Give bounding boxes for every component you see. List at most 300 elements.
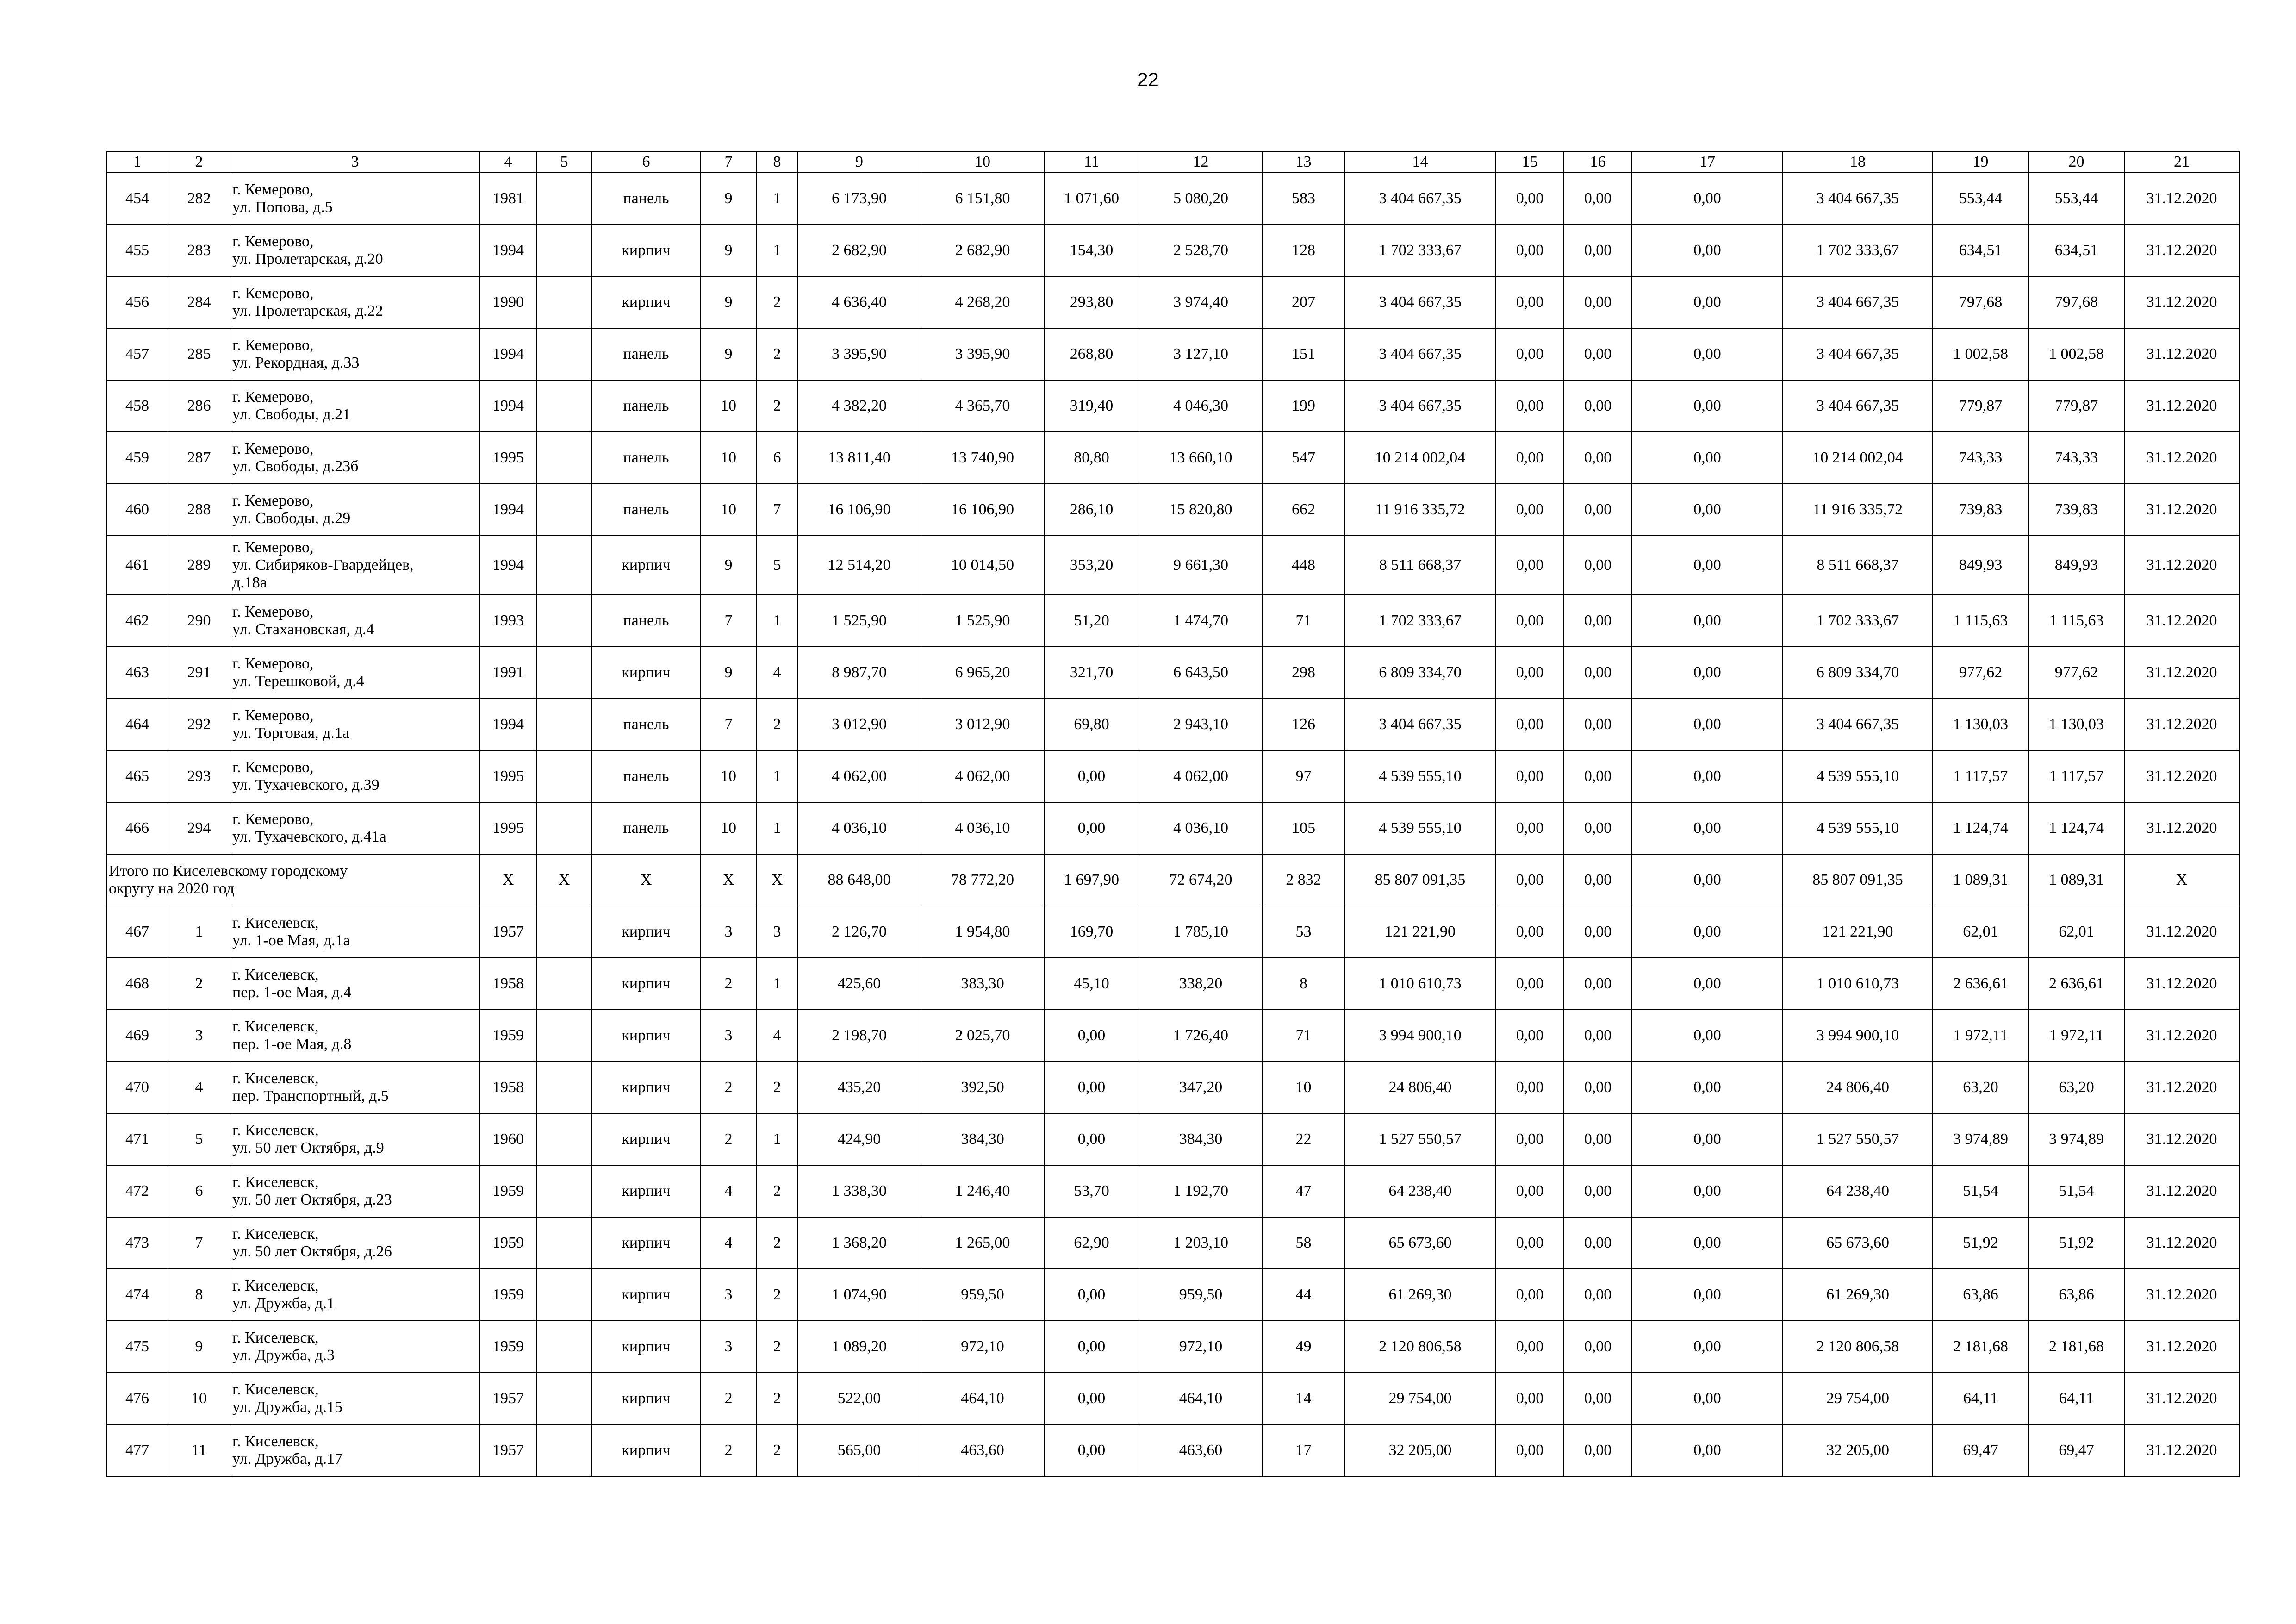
area-nonresidential: 321,70: [1044, 647, 1139, 699]
table-row: [106, 380, 2239, 432]
unit-cost: 977,62: [1933, 647, 2028, 699]
unit-cost: 63,20: [1933, 1062, 2028, 1113]
floors: 3: [700, 1269, 757, 1321]
unit-cost: 62,01: [1933, 906, 2028, 958]
address-line: ул. Свободы, д.29: [232, 510, 351, 527]
cost-other: 0,00: [1632, 225, 1783, 276]
address-line: ул. Свободы, д.21: [232, 406, 351, 423]
completion-date: 31.12.2020: [2124, 1424, 2239, 1476]
cost-budget: 0,00: [1564, 750, 1632, 802]
table-row: [106, 484, 2239, 536]
total-cost: 10 214 002,04: [1344, 432, 1496, 484]
row-number-in-municipality: 292: [168, 699, 230, 750]
year-built: 1957: [480, 1373, 536, 1424]
area-premises: 1 265,00: [921, 1217, 1044, 1269]
completion-date: 31.12.2020: [2124, 906, 2239, 958]
wall-material: кирпич: [592, 225, 700, 276]
unit-cost: 63,86: [1933, 1269, 2028, 1321]
unit-cost-limit: 977,62: [2028, 647, 2124, 699]
total-cost: 65 673,60: [1344, 1217, 1496, 1269]
row-number: 464: [106, 699, 168, 750]
address: [230, 647, 480, 699]
table-row: [106, 432, 2239, 484]
address-line: ул. Стахановская, д.4: [232, 621, 374, 638]
total-cost: 8 511 668,37: [1344, 536, 1496, 595]
address: [230, 1373, 480, 1424]
area-nonresidential: 169,70: [1044, 906, 1139, 958]
column-header-1: 1: [106, 151, 168, 173]
address-line: д.18а: [232, 574, 267, 591]
area-nonresidential: 293,80: [1044, 276, 1139, 328]
floors: 9: [700, 536, 757, 595]
wall-material: кирпич: [592, 276, 700, 328]
address-line: ул. Пролетарская, д.20: [232, 250, 383, 268]
entrances: X: [757, 854, 797, 906]
unit-cost-limit: 1 089,31: [2028, 854, 2124, 906]
total-area: 2 682,90: [797, 225, 921, 276]
row-number-in-municipality: 293: [168, 750, 230, 802]
address-line: ул. Свободы, д.23б: [232, 458, 359, 475]
year-built: 1995: [480, 432, 536, 484]
column-header-10: 10: [921, 151, 1044, 173]
floors: 9: [700, 276, 757, 328]
row-number: 466: [106, 802, 168, 854]
cost-budget: 0,00: [1564, 380, 1632, 432]
column-header-20: 20: [2028, 151, 2124, 173]
completion-date: 31.12.2020: [2124, 1062, 2239, 1113]
floors: 10: [700, 750, 757, 802]
area-premises: 2 025,70: [921, 1010, 1044, 1062]
cost-owners: 29 754,00: [1783, 1373, 1933, 1424]
residents: 151: [1263, 328, 1344, 380]
col-5: [536, 699, 592, 750]
unit-cost-limit: 51,54: [2028, 1165, 2124, 1217]
total-cost: 6 809 334,70: [1344, 647, 1496, 699]
area-premises: 10 014,50: [921, 536, 1044, 595]
total-area: 1 089,20: [797, 1321, 921, 1373]
unit-cost-limit: 2 181,68: [2028, 1321, 2124, 1373]
address-line: ул. 50 лет Октября, д.26: [232, 1243, 392, 1260]
area-premises: 3 012,90: [921, 699, 1044, 750]
unit-cost: 3 974,89: [1933, 1113, 2028, 1165]
completion-date: 31.12.2020: [2124, 595, 2239, 647]
total-label-line: Итого по Киселевскому городскому: [109, 862, 348, 880]
total-area: 1 368,20: [797, 1217, 921, 1269]
cost-budget: 0,00: [1564, 1113, 1632, 1165]
year-built: 1960: [480, 1113, 536, 1165]
cost-budget: 0,00: [1564, 1165, 1632, 1217]
address-line: пер. 1-ое Мая, д.8: [232, 1036, 352, 1053]
col-5: [536, 1165, 592, 1217]
total-cost: 3 404 667,35: [1344, 328, 1496, 380]
unit-cost-limit: 739,83: [2028, 484, 2124, 536]
unit-cost-limit: 1 115,63: [2028, 595, 2124, 647]
wall-material: панель: [592, 484, 700, 536]
area-residential: 1 785,10: [1139, 906, 1263, 958]
unit-cost: 1 115,63: [1933, 595, 2028, 647]
entrances: 2: [757, 1373, 797, 1424]
entrances: 2: [757, 699, 797, 750]
wall-material: кирпич: [592, 536, 700, 595]
entrances: 2: [757, 328, 797, 380]
entrances: 5: [757, 536, 797, 595]
floors: 10: [700, 802, 757, 854]
address-line: ул. Дружба, д.3: [232, 1347, 335, 1364]
unit-cost: 739,83: [1933, 484, 2028, 536]
row-number-in-municipality: 10: [168, 1373, 230, 1424]
wall-material: кирпич: [592, 1165, 700, 1217]
cost-budget: 0,00: [1564, 1217, 1632, 1269]
address-line: ул. Дружба, д.15: [232, 1399, 342, 1416]
column-header-7: 7: [700, 151, 757, 173]
wall-material: кирпич: [592, 1217, 700, 1269]
table-row: [106, 536, 2239, 595]
cost-owners: 6 809 334,70: [1783, 647, 1933, 699]
total-cost: 3 404 667,35: [1344, 173, 1496, 225]
row-number: 469: [106, 1010, 168, 1062]
row-number-in-municipality: 1: [168, 906, 230, 958]
cost-owners: 10 214 002,04: [1783, 432, 1933, 484]
col-5: [536, 906, 592, 958]
cost-other: 0,00: [1632, 536, 1783, 595]
col-5: [536, 173, 592, 225]
total-cost: 85 807 091,35: [1344, 854, 1496, 906]
cost-budget: 0,00: [1564, 432, 1632, 484]
entrances: 1: [757, 958, 797, 1010]
unit-cost: 64,11: [1933, 1373, 2028, 1424]
floors: 2: [700, 958, 757, 1010]
address-line: ул. Тухачевского, д.39: [232, 776, 380, 793]
row-number: 468: [106, 958, 168, 1010]
entrances: 1: [757, 595, 797, 647]
unit-cost: 849,93: [1933, 536, 2028, 595]
unit-cost: 1 124,74: [1933, 802, 2028, 854]
address-line: г. Киселевск,: [232, 1329, 319, 1346]
total-area: 424,90: [797, 1113, 921, 1165]
col-5: [536, 802, 592, 854]
total-cost: 121 221,90: [1344, 906, 1496, 958]
table-row: [106, 1010, 2239, 1062]
unit-cost-limit: 1 124,74: [2028, 802, 2124, 854]
column-header-3: 3: [230, 151, 480, 173]
unit-cost: 2 181,68: [1933, 1321, 2028, 1373]
cost-fund: 0,00: [1496, 802, 1564, 854]
unit-cost: 553,44: [1933, 173, 2028, 225]
cost-other: 0,00: [1632, 1113, 1783, 1165]
total-area: 1 074,90: [797, 1269, 921, 1321]
col-5: [536, 484, 592, 536]
floors: 2: [700, 1113, 757, 1165]
floors: 10: [700, 432, 757, 484]
cost-owners: 3 994 900,10: [1783, 1010, 1933, 1062]
residents: 298: [1263, 647, 1344, 699]
area-nonresidential: 80,80: [1044, 432, 1139, 484]
col-5: [536, 1217, 592, 1269]
address-line: г. Кемерово,: [232, 337, 314, 354]
wall-material: панель: [592, 328, 700, 380]
cost-other: 0,00: [1632, 802, 1783, 854]
floors: 7: [700, 699, 757, 750]
cost-fund: 0,00: [1496, 595, 1564, 647]
cost-other: 0,00: [1632, 595, 1783, 647]
column-header-19: 19: [1933, 151, 2028, 173]
column-header-15: 15: [1496, 151, 1564, 173]
total-area: 12 514,20: [797, 536, 921, 595]
address: [230, 1113, 480, 1165]
completion-date: 31.12.2020: [2124, 1113, 2239, 1165]
floors: 2: [700, 1062, 757, 1113]
col-5: [536, 1321, 592, 1373]
cost-fund: 0,00: [1496, 432, 1564, 484]
row-number-in-municipality: 285: [168, 328, 230, 380]
cost-other: 0,00: [1632, 958, 1783, 1010]
row-number: 456: [106, 276, 168, 328]
cost-other: 0,00: [1632, 1373, 1783, 1424]
row-number-in-municipality: 3: [168, 1010, 230, 1062]
entrances: 2: [757, 1165, 797, 1217]
table-row: [106, 1165, 2239, 1217]
unit-cost: 779,87: [1933, 380, 2028, 432]
residents: 71: [1263, 595, 1344, 647]
column-header-4: 4: [480, 151, 536, 173]
area-premises: 959,50: [921, 1269, 1044, 1321]
table-row: [106, 802, 2239, 854]
unit-cost-limit: 63,20: [2028, 1062, 2124, 1113]
address-line: ул. Попова, д.5: [232, 199, 333, 216]
wall-material: кирпич: [592, 1010, 700, 1062]
total-area: 435,20: [797, 1062, 921, 1113]
col-5: [536, 1424, 592, 1476]
cost-owners: 3 404 667,35: [1783, 380, 1933, 432]
row-number: 455: [106, 225, 168, 276]
address-line: ул. Сибиряков-Гвардейцев,: [232, 556, 414, 574]
address: [230, 750, 480, 802]
total-area: 4 382,20: [797, 380, 921, 432]
wall-material: кирпич: [592, 1062, 700, 1113]
area-residential: 1 726,40: [1139, 1010, 1263, 1062]
cost-owners: 3 404 667,35: [1783, 173, 1933, 225]
completion-date: 31.12.2020: [2124, 1321, 2239, 1373]
cost-owners: 2 120 806,58: [1783, 1321, 1933, 1373]
year-built: 1958: [480, 958, 536, 1010]
total-cost: 1 010 610,73: [1344, 958, 1496, 1010]
cost-fund: 0,00: [1496, 173, 1564, 225]
floors: 3: [700, 1321, 757, 1373]
area-premises: 1 954,80: [921, 906, 1044, 958]
total-area: 6 173,90: [797, 173, 921, 225]
floors: 9: [700, 173, 757, 225]
row-number: 465: [106, 750, 168, 802]
floors: 2: [700, 1373, 757, 1424]
area-nonresidential: 268,80: [1044, 328, 1139, 380]
area-residential: 1 203,10: [1139, 1217, 1263, 1269]
area-residential: 4 036,10: [1139, 802, 1263, 854]
area-residential: 5 080,20: [1139, 173, 1263, 225]
cost-budget: 0,00: [1564, 1424, 1632, 1476]
col-5: [536, 1373, 592, 1424]
area-residential: 72 674,20: [1139, 854, 1263, 906]
completion-date: 31.12.2020: [2124, 647, 2239, 699]
total-cost: 1 702 333,67: [1344, 595, 1496, 647]
entrances: 1: [757, 1113, 797, 1165]
row-number: 477: [106, 1424, 168, 1476]
unit-cost-limit: 1 002,58: [2028, 328, 2124, 380]
address-line: ул. Дружба, д.17: [232, 1450, 342, 1468]
cost-fund: 0,00: [1496, 906, 1564, 958]
address: [230, 484, 480, 536]
area-residential: 15 820,80: [1139, 484, 1263, 536]
year-built: 1957: [480, 1424, 536, 1476]
col-5: [536, 958, 592, 1010]
row-number: 476: [106, 1373, 168, 1424]
address-line: г. Киселевск,: [232, 1277, 319, 1294]
unit-cost: 743,33: [1933, 432, 2028, 484]
cost-owners: 32 205,00: [1783, 1424, 1933, 1476]
col-5: [536, 225, 592, 276]
col-5: [536, 536, 592, 595]
area-residential: 463,60: [1139, 1424, 1263, 1476]
completion-date: 31.12.2020: [2124, 1269, 2239, 1321]
year-built: 1991: [480, 647, 536, 699]
floors: 4: [700, 1165, 757, 1217]
area-residential: 13 660,10: [1139, 432, 1263, 484]
cost-budget: 0,00: [1564, 906, 1632, 958]
wall-material: кирпич: [592, 1113, 700, 1165]
unit-cost-limit: 797,68: [2028, 276, 2124, 328]
total-area: 4 036,10: [797, 802, 921, 854]
table-row: [106, 1113, 2239, 1165]
address-line: г. Киселевск,: [232, 1122, 319, 1139]
floors: 9: [700, 225, 757, 276]
address-line: ул. Терешковой, д.4: [232, 673, 364, 690]
unit-cost-limit: 849,93: [2028, 536, 2124, 595]
row-number: 470: [106, 1062, 168, 1113]
cost-other: 0,00: [1632, 276, 1783, 328]
area-nonresidential: 62,90: [1044, 1217, 1139, 1269]
residents: 10: [1263, 1062, 1344, 1113]
entrances: 2: [757, 1321, 797, 1373]
total-cost: 29 754,00: [1344, 1373, 1496, 1424]
address: [230, 1062, 480, 1113]
residents: 17: [1263, 1424, 1344, 1476]
col-5: [536, 1062, 592, 1113]
area-nonresidential: 1 071,60: [1044, 173, 1139, 225]
area-nonresidential: 154,30: [1044, 225, 1139, 276]
address-line: ул. Тухачевского, д.41а: [232, 828, 386, 845]
wall-material: кирпич: [592, 958, 700, 1010]
total-area: 565,00: [797, 1424, 921, 1476]
wall-material: кирпич: [592, 906, 700, 958]
column-header-5: 5: [536, 151, 592, 173]
total-area: 88 648,00: [797, 854, 921, 906]
cost-fund: 0,00: [1496, 1062, 1564, 1113]
cost-owners: 85 807 091,35: [1783, 854, 1933, 906]
cost-owners: 8 511 668,37: [1783, 536, 1933, 595]
unit-cost-limit: 1 117,57: [2028, 750, 2124, 802]
completion-date: 31.12.2020: [2124, 173, 2239, 225]
total-cost: 2 120 806,58: [1344, 1321, 1496, 1373]
col-5: [536, 328, 592, 380]
cost-other: 0,00: [1632, 1062, 1783, 1113]
completion-date: 31.12.2020: [2124, 1165, 2239, 1217]
address: [230, 173, 480, 225]
cost-budget: 0,00: [1564, 1062, 1632, 1113]
area-premises: 972,10: [921, 1321, 1044, 1373]
row-number-in-municipality: 11: [168, 1424, 230, 1476]
cost-other: 0,00: [1632, 1217, 1783, 1269]
cost-other: 0,00: [1632, 432, 1783, 484]
cost-fund: 0,00: [1496, 958, 1564, 1010]
column-header-21: 21: [2124, 151, 2239, 173]
address-line: пер. Транспортный, д.5: [232, 1087, 389, 1105]
row-number: 473: [106, 1217, 168, 1269]
address-line: г. Киселевск,: [232, 1381, 319, 1398]
area-nonresidential: 51,20: [1044, 595, 1139, 647]
unit-cost-limit: 69,47: [2028, 1424, 2124, 1476]
floors: 10: [700, 380, 757, 432]
total-cost: 64 238,40: [1344, 1165, 1496, 1217]
total-area: 4 062,00: [797, 750, 921, 802]
completion-date: 31.12.2020: [2124, 1217, 2239, 1269]
entrances: 2: [757, 1269, 797, 1321]
cost-other: 0,00: [1632, 699, 1783, 750]
address-line: г. Кемерово,: [232, 233, 314, 250]
cost-budget: 0,00: [1564, 802, 1632, 854]
cost-fund: 0,00: [1496, 1269, 1564, 1321]
area-premises: 3 395,90: [921, 328, 1044, 380]
row-number: 471: [106, 1113, 168, 1165]
table-row: [106, 595, 2239, 647]
address: [230, 328, 480, 380]
registry-table: [106, 151, 2240, 1477]
cost-owners: 3 404 667,35: [1783, 276, 1933, 328]
area-nonresidential: 1 697,90: [1044, 854, 1139, 906]
year-built: 1994: [480, 699, 536, 750]
cost-budget: 0,00: [1564, 647, 1632, 699]
address: [230, 276, 480, 328]
total-cost: 1 527 550,57: [1344, 1113, 1496, 1165]
floors: X: [700, 854, 757, 906]
cost-other: 0,00: [1632, 173, 1783, 225]
cost-owners: 11 916 335,72: [1783, 484, 1933, 536]
address: [230, 1269, 480, 1321]
total-cost: 61 269,30: [1344, 1269, 1496, 1321]
area-premises: 16 106,90: [921, 484, 1044, 536]
entrances: 1: [757, 750, 797, 802]
table-body: [106, 173, 2239, 1476]
address-line: г. Кемерово,: [232, 603, 314, 620]
column-header-11: 11: [1044, 151, 1139, 173]
year-built: 1994: [480, 536, 536, 595]
row-number-in-municipality: 294: [168, 802, 230, 854]
wall-material: панель: [592, 750, 700, 802]
address-line: ул. 50 лет Октября, д.9: [232, 1139, 384, 1156]
column-header-18: 18: [1783, 151, 1933, 173]
area-residential: 4 062,00: [1139, 750, 1263, 802]
address: [230, 906, 480, 958]
row-number-in-municipality: 7: [168, 1217, 230, 1269]
table-row: [106, 699, 2239, 750]
cost-fund: 0,00: [1496, 1373, 1564, 1424]
table-row: [106, 1062, 2239, 1113]
area-residential: 3 974,40: [1139, 276, 1263, 328]
address: [230, 1165, 480, 1217]
area-nonresidential: 0,00: [1044, 1062, 1139, 1113]
unit-cost-limit: 779,87: [2028, 380, 2124, 432]
cost-budget: 0,00: [1564, 173, 1632, 225]
table-row: [106, 906, 2239, 958]
col-5: [536, 1269, 592, 1321]
